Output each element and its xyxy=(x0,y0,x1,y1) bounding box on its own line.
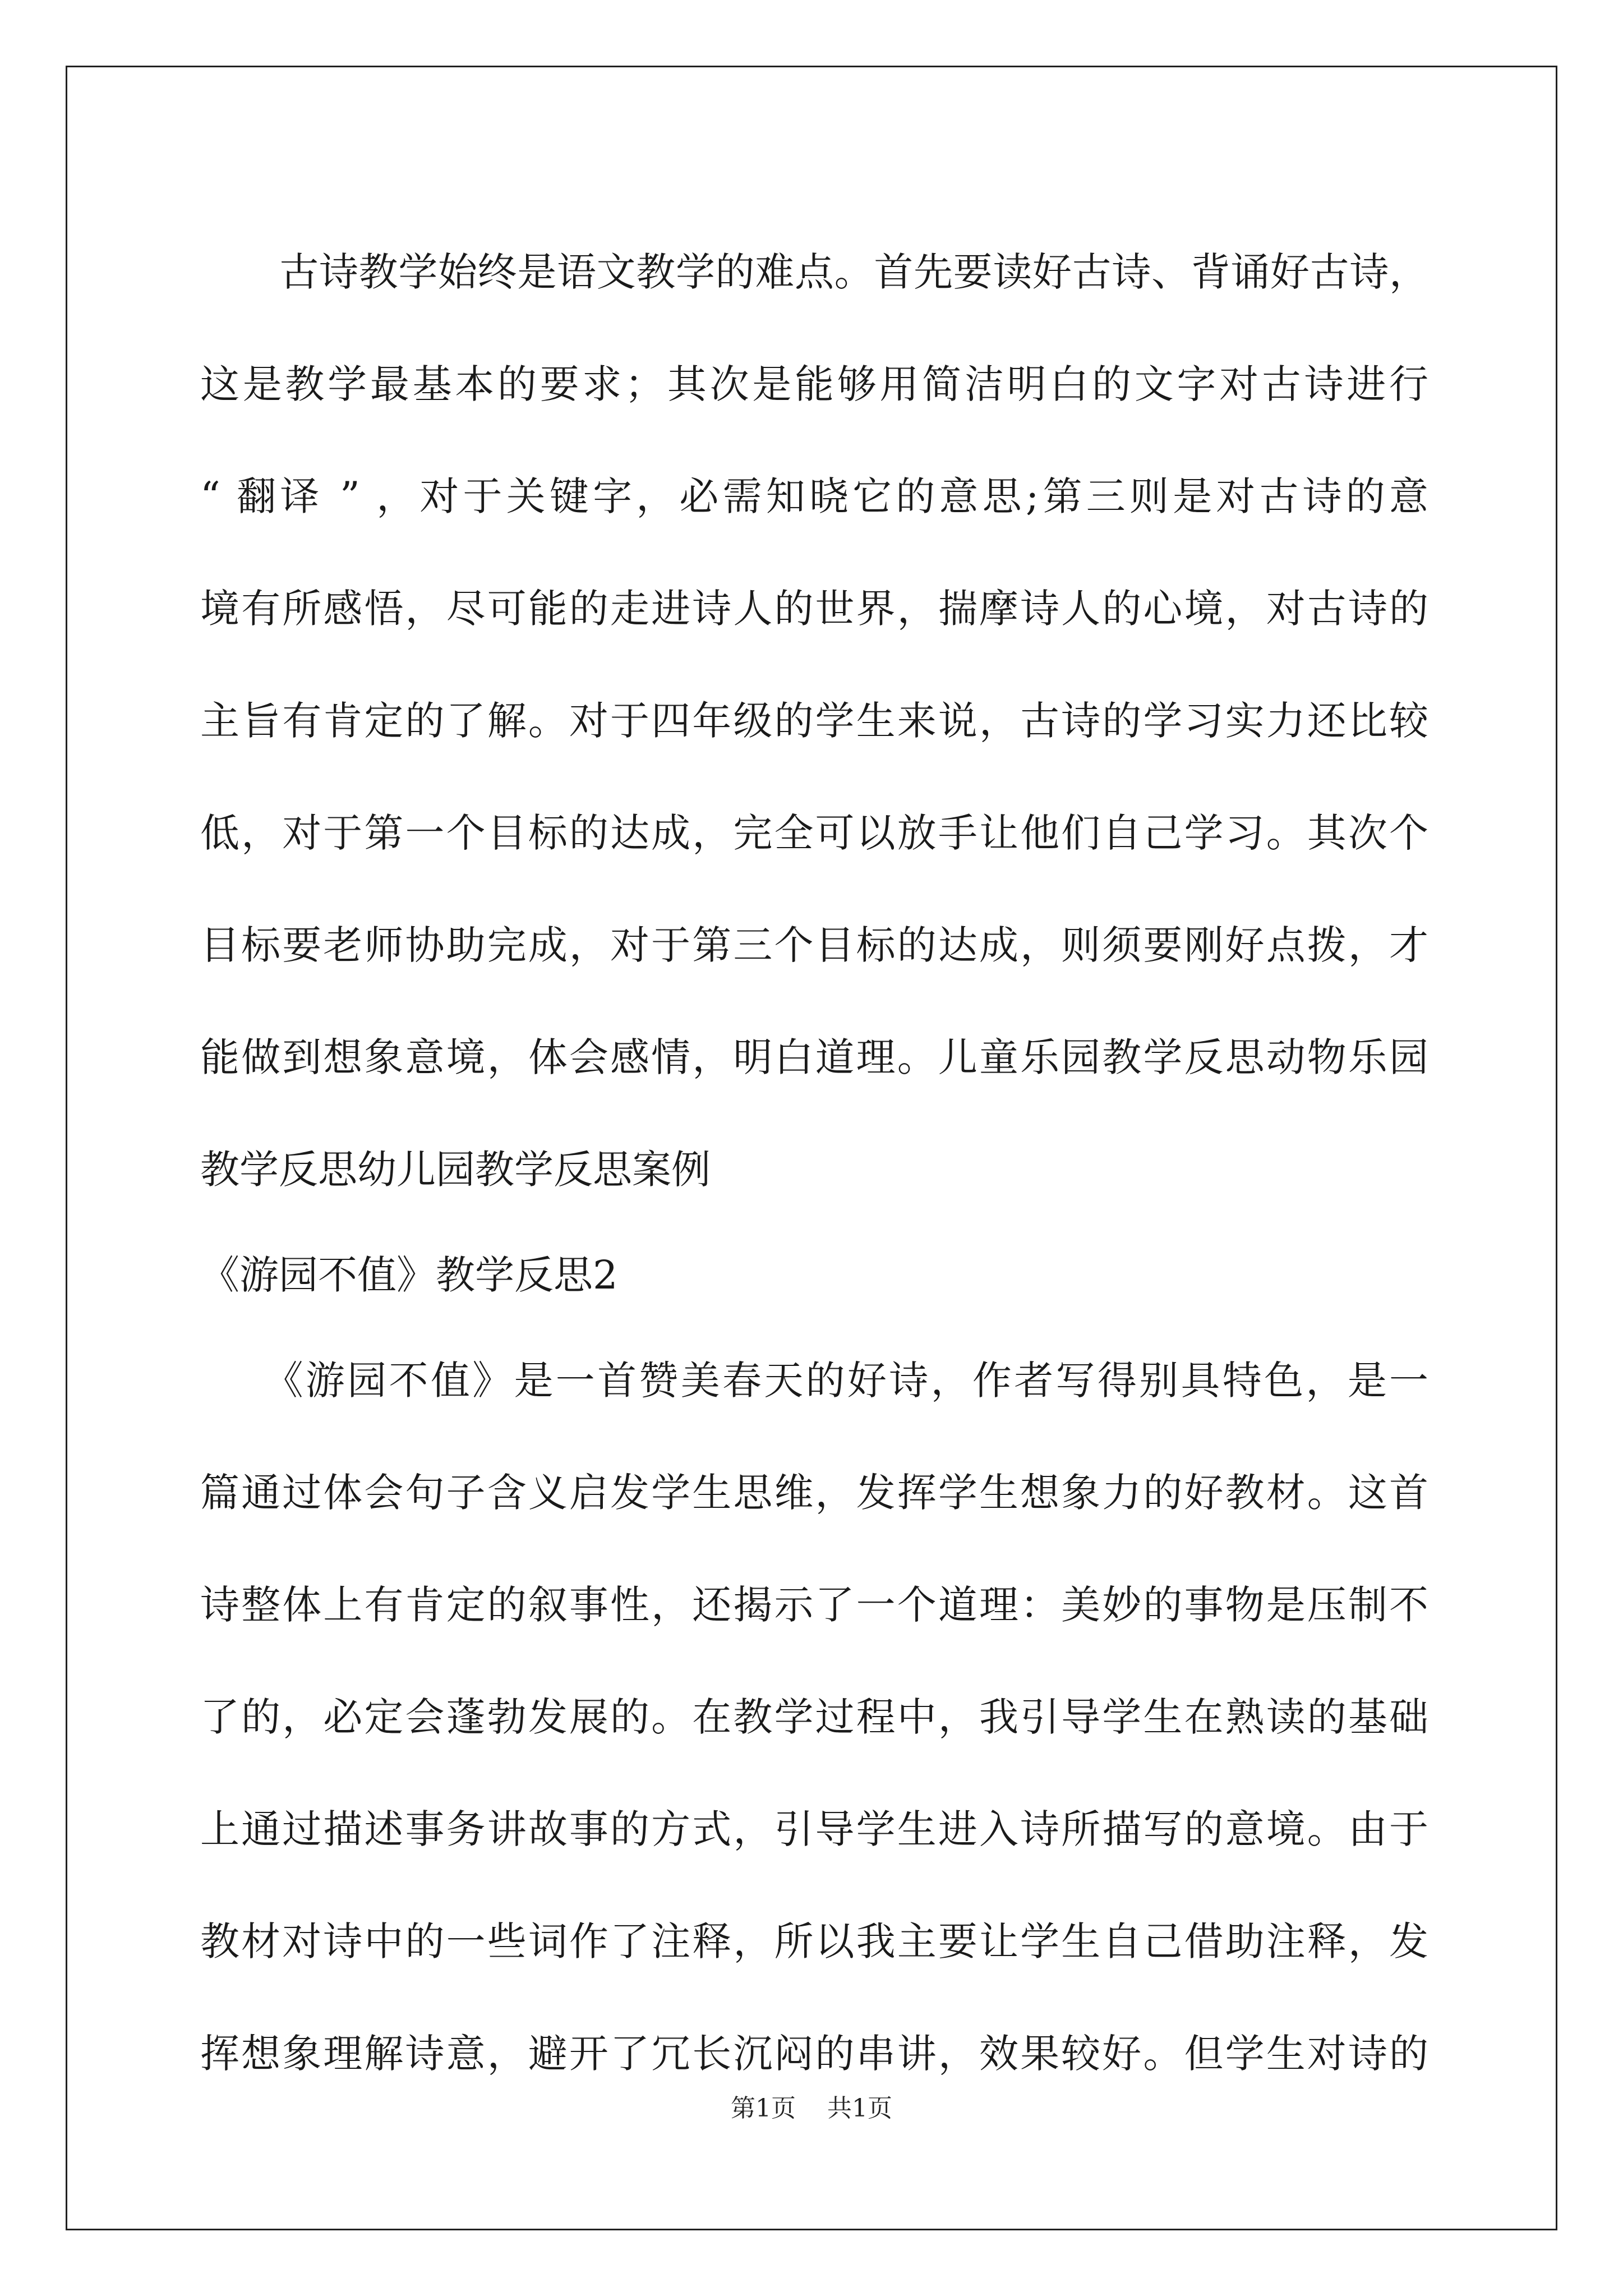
text-line: 能做到想象意境，体会感情，明白道理。儿童乐园教学反思动物乐园 xyxy=(200,1034,1428,1080)
text-line: 《游园不值》是一首赞美春天的好诗，作者写得别具特色，是一 xyxy=(200,1358,1428,1404)
text-line: 教学反思幼儿园教学反思案例 xyxy=(200,1147,711,1193)
text-line: 古诗教学始终是语文教学的难点。首先要读好古诗、背诵好古诗， xyxy=(200,249,1428,295)
paragraph-2 xyxy=(200,1324,1428,2110)
text-line: 境有所感悟，尽可能的走进诗人的世界，揣摩诗人的心境，对古诗的 xyxy=(200,586,1428,632)
paragraph-1 xyxy=(200,216,1428,1226)
page-total: 共1页 xyxy=(827,2094,892,2123)
text-line: 目标要老师协助完成，对于第三个目标的达成，则须要刚好点拨，才 xyxy=(200,922,1428,968)
text-line: 低，对于第一个目标的达成，完全可以放手让他们自己学习。其次个 xyxy=(200,810,1428,856)
page-footer xyxy=(66,2092,1557,2125)
text-line: 这是教学最基本的要求；其次是能够用简洁明白的文字对古诗进行 xyxy=(200,361,1428,407)
text-line: 教材对诗中的一些词作了注释，所以我主要让学生自己借助注释，发 xyxy=(200,1918,1428,1964)
text-line: 主旨有肯定的了解。对于四年级的学生来说，古诗的学习实力还比较 xyxy=(200,698,1428,744)
text-line: 诗整体上有肯定的叙事性，还揭示了一个道理：美妙的事物是压制不 xyxy=(200,1582,1428,1628)
text-line: 了的，必定会蓬勃发展的。在教学过程中，我引导学生在熟读的基础 xyxy=(200,1694,1428,1740)
text-line: 篇通过体会句子含义启发学生思维，发挥学生想象力的好教材。这首 xyxy=(200,1470,1428,1516)
text-line: “ 翻译 ” ，对于关键字，必需知晓它的意思;第三则是对古诗的意 xyxy=(200,473,1428,519)
text-line: 挥想象理解诗意，避开了冗长沉闷的串讲，效果较好。但学生对诗的 xyxy=(200,2031,1428,2077)
footer-spacer xyxy=(796,2094,827,2123)
section-heading: 《游园不值》教学反思2 xyxy=(200,1252,618,1298)
document-body xyxy=(200,216,1428,2110)
text-line: 上通过描述事务讲故事的方式，引导学生进入诗所描写的意境。由于 xyxy=(200,1806,1428,1852)
page-number: 第1页 xyxy=(731,2094,796,2123)
